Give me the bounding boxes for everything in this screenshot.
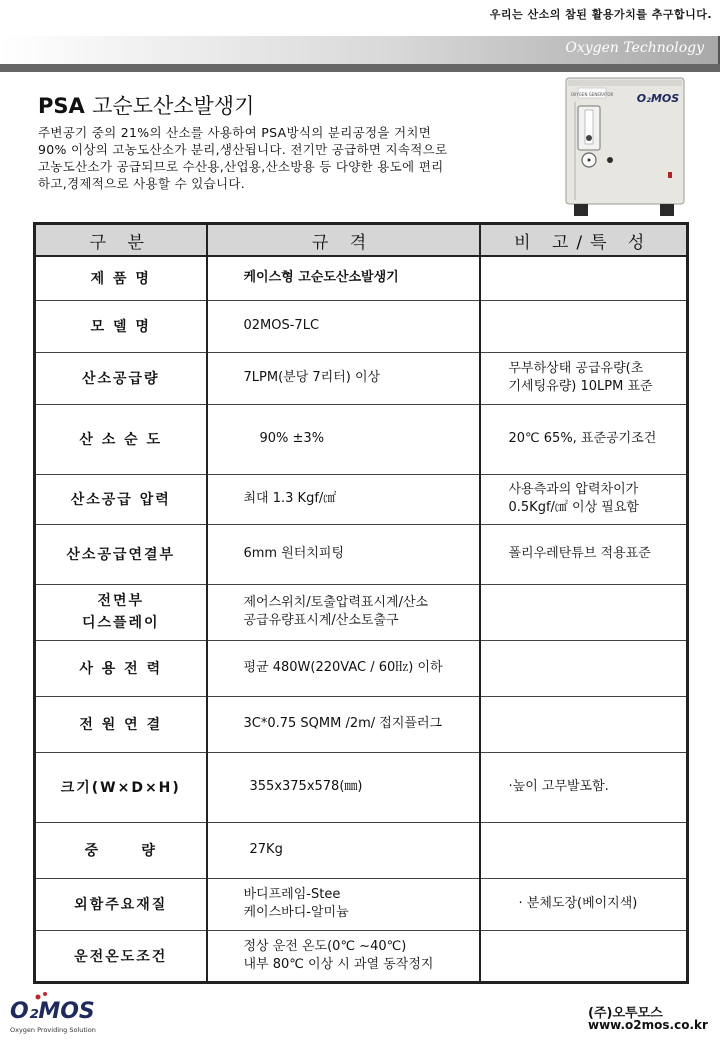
table-row: [35, 524, 688, 584]
row-label: 산 소 순 도: [35, 404, 207, 474]
company-logo: [8, 988, 108, 1036]
table-row: [35, 696, 688, 752]
tagline: 우리는 산소의 참된 활용가치를 추구합니다.: [489, 8, 712, 21]
row-label: 전면부 디스플레이: [35, 584, 207, 640]
row-note: [480, 256, 688, 300]
row-spec: 7LPM(분당 7리터) 이상: [207, 352, 480, 404]
row-spec: 평균 480W(220VAC / 60㎐) 이하: [207, 640, 480, 696]
row-spec: 바디프레임-Stee 케이스바디-알미늄: [207, 878, 480, 930]
header-note: 비 고/특 성: [480, 224, 688, 257]
row-note: [480, 930, 688, 982]
row-label: 산소공급연결부: [35, 524, 207, 584]
row-note: [480, 640, 688, 696]
table-row: [35, 752, 688, 822]
company-name: (주)오투모스: [588, 1006, 663, 1021]
table-header-row: [35, 224, 688, 257]
row-label: 운전온도조건: [35, 930, 207, 982]
header-spec: 규 격: [207, 224, 480, 257]
header-category: 구 분: [35, 224, 207, 257]
table-row: [35, 584, 688, 640]
row-spec: 최대 1.3 Kgf/㎠: [207, 474, 480, 524]
spec-table: [33, 222, 689, 984]
row-spec: 27Kg: [207, 822, 480, 878]
table-row: [35, 930, 688, 982]
row-label: 외함주요재질: [35, 878, 207, 930]
table-row: [35, 474, 688, 524]
table-row: [35, 256, 688, 300]
product-image: [560, 76, 690, 220]
table-row: [35, 352, 688, 404]
row-note: · 분체도장(베이지색): [480, 878, 688, 930]
row-label: 제 품 명: [35, 256, 207, 300]
row-note: [480, 300, 688, 352]
logo-subtitle: Oxygen Providing Solution: [10, 1026, 96, 1034]
product-label: OXYGEN GENERATOR: [570, 92, 614, 97]
row-note: ·높이 고무발포함.: [480, 752, 688, 822]
title-text: 고순도산소발생기: [92, 94, 255, 118]
row-spec: 6mm 원터치피팅: [207, 524, 480, 584]
title-prefix: PSA: [38, 94, 85, 118]
row-spec: 355x375x578(㎜): [207, 752, 480, 822]
table-row: [35, 878, 688, 930]
intro-text: 주변공기 중의 21%의 산소를 사용하여 PSA방식의 분리공정을 거치면 90% 이상의 고농도산소가 분리,생산됩니다. 전기만 공급하면 지속적으로 고농도산소가 공급되므로 수산용,산업용,산소방용 등 다양한 용도에 편리하고,경제적으로 사용할 수 있습니다.: [38, 125, 448, 191]
table-row: [35, 822, 688, 878]
row-label: 산소공급량: [35, 352, 207, 404]
row-spec: 90% ±3%: [207, 404, 480, 474]
row-note: [480, 696, 688, 752]
row-label: 산소공급 압력: [35, 474, 207, 524]
row-note: [480, 584, 688, 640]
row-spec: 02MOS-7LC: [207, 300, 480, 352]
row-spec: 정상 운전 온도(0℃ ~40℃) 내부 80℃ 이상 시 과열 동작정지: [207, 930, 480, 982]
row-note: 무부하상태 공급유량(초 기세팅유량) 10LPM 표준: [480, 352, 688, 404]
website-link[interactable]: www.o2mos.co.kr: [588, 1018, 708, 1032]
row-label: 중 량: [35, 822, 207, 878]
row-note: 폴리우레탄튜브 적용표준: [480, 524, 688, 584]
row-spec: 케이스형 고순도산소발생기: [207, 256, 480, 300]
product-brand: O₂MOS: [636, 92, 680, 105]
row-note: 사용측과의 압력차이가 0.5Kgf/㎠ 이상 필요함: [480, 474, 688, 524]
row-spec: 3C*0.75 SQMM /2m/ 접지플러그: [207, 696, 480, 752]
row-label: 모 델 명: [35, 300, 207, 352]
table-row: [35, 404, 688, 474]
page-title: [38, 90, 254, 120]
row-note: 20℃ 65%, 표준공기조건: [480, 404, 688, 474]
row-label: 크기(W×D×H): [35, 752, 207, 822]
row-note: [480, 822, 688, 878]
table-row: [35, 300, 688, 352]
banner-bar: [0, 64, 720, 72]
banner-text: Oxygen Technology: [565, 40, 704, 56]
row-label: 사 용 전 력: [35, 640, 207, 696]
row-label: 전 원 연 결: [35, 696, 207, 752]
logo-text: O₂MOS: [10, 999, 95, 1024]
row-spec: 제어스위치/토출압력표시계/산소 공급유량표시계/산소토출구: [207, 584, 480, 640]
table-row: [35, 640, 688, 696]
